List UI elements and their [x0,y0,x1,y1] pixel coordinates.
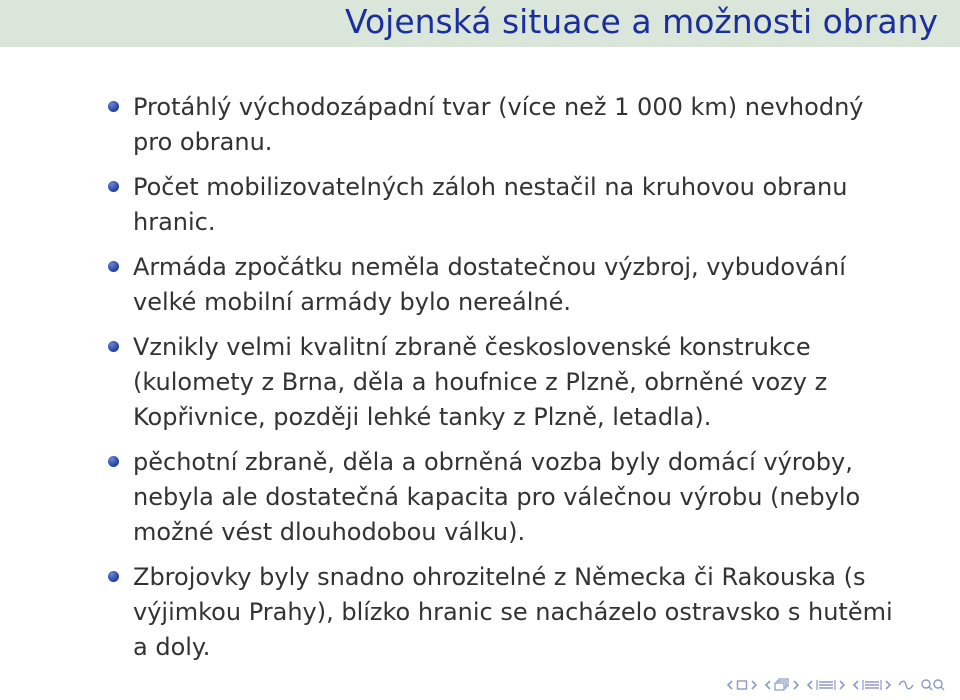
prev-section-icon[interactable] [852,679,860,691]
next-slide-icon[interactable] [750,679,758,691]
bullet-text: Armáda zpočátku neměla dostatečnou výzbroj, vybudování velké mobilní armády bylo nereálné. [133,253,846,316]
section-nav [852,679,892,691]
bullet-text: Vznikly velmi kvalitní zbraně československé konstrukce (kulomety z Brna, děla a houfnice z Plzně, obrněné vozy z Kopřivnice, později lehké tanky z Plzně, letadla). [133,333,828,431]
slide-title: Vojenská situace a možnosti obrany [344,2,938,41]
list-item [0,560,960,665]
slide-icon[interactable] [736,679,748,691]
slide-nav [726,679,758,691]
frame-nav [764,678,800,692]
prev-slide-icon[interactable] [726,679,734,691]
title-bar [0,0,960,47]
subsection-icon[interactable] [816,679,836,691]
bullet-text: Protáhlý východozápadní tvar (více než 1 000 km) nevhodný pro obranu. [133,93,864,156]
list-item [0,445,960,550]
prev-frame-icon[interactable] [764,679,772,691]
search-icon[interactable] [920,678,946,692]
bullet-list [0,90,960,675]
section-icon[interactable] [862,679,882,691]
bullet-icon [108,181,119,192]
list-item [0,330,960,435]
frame-icon[interactable] [774,678,790,692]
bullet-icon [108,571,119,582]
bullet-text: Počet mobilizovatelných záloh nestačil na kruhovou obranu hranic. [133,173,848,236]
next-section-icon[interactable] [884,679,892,691]
next-frame-icon[interactable] [792,679,800,691]
bullet-text: Zbrojovky byly snadno ohrozitelné z Německa či Rakouska (s výjimkou Prahy), blízko hranic se nacházelo ostravsko s hutěmi a doly. [133,563,893,661]
bullet-icon [108,101,119,112]
bullet-icon [108,341,119,352]
align-icon[interactable] [898,679,914,691]
beamer-navigation [726,676,946,694]
list-item [0,250,960,320]
list-item [0,90,960,160]
bullet-icon [108,456,119,467]
next-subsection-icon[interactable] [838,679,846,691]
prev-subsection-icon[interactable] [806,679,814,691]
bullet-text: pěchotní zbraně, děla a obrněná vozba byly domácí výroby, nebyla ale dostatečná kapacita pro válečnou výrobu (nebylo možné vést dlouhodobou válku). [133,448,861,546]
subsection-nav [806,679,846,691]
list-item [0,170,960,240]
bullet-icon [108,261,119,272]
